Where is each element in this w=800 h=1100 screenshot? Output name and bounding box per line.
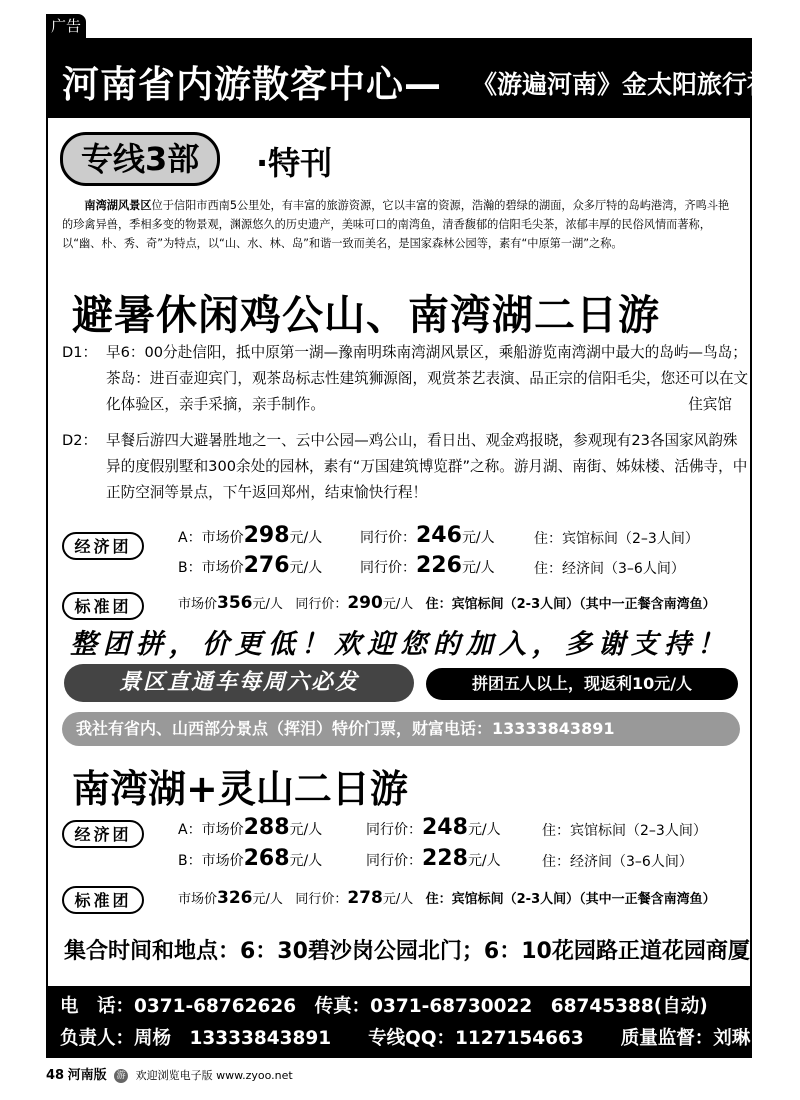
tour1-price-std bbox=[178, 593, 716, 613]
unit: 元/人 bbox=[467, 822, 501, 838]
tour1-room-a bbox=[534, 528, 699, 548]
tour2-price-a bbox=[178, 815, 322, 840]
standard-badge: 标准团 bbox=[62, 592, 144, 620]
market-label: 市场价 bbox=[201, 530, 244, 546]
peer-price: 228 bbox=[422, 846, 468, 871]
peer-label: 同行价： bbox=[360, 560, 416, 576]
tour1-title: 避暑休闲鸡公山、南湾湖二日游 bbox=[72, 291, 660, 339]
price-a-label: A： bbox=[178, 822, 202, 838]
unit: 元/人 bbox=[461, 530, 495, 546]
peer-label: 同行价： bbox=[295, 597, 348, 612]
peer-label: 同行价： bbox=[366, 822, 422, 838]
footer-website: 欢迎浏览电子版 www.zyoo.net bbox=[135, 1069, 293, 1082]
unit: 元/人 bbox=[289, 822, 323, 838]
unit: 元/人 bbox=[252, 892, 283, 907]
special-edition-label: ·特刊 bbox=[256, 144, 333, 182]
market-price: 298 bbox=[243, 523, 290, 548]
content-frame bbox=[46, 118, 752, 1058]
tour2-price-std bbox=[178, 888, 716, 908]
market-label: 市场价 bbox=[201, 822, 244, 838]
peer-price: 246 bbox=[416, 523, 462, 548]
unit: 元/人 bbox=[289, 853, 323, 869]
header-main-title: 河南省内游散客中心— bbox=[62, 63, 442, 106]
price-b-label: B： bbox=[178, 853, 202, 869]
contact-person-line: 负责人：周杨 13333843891 专线QQ：1127154663 质量监督：刘琳 bbox=[60, 1028, 751, 1049]
market-price: 276 bbox=[243, 553, 290, 578]
tour1-room-b bbox=[534, 558, 685, 578]
contact-bar bbox=[46, 986, 752, 1058]
unit: 元/人 bbox=[382, 892, 414, 907]
edition-label: 河南版 bbox=[67, 1068, 107, 1083]
rebate-banner: 拼团五人以上，现返利10元/人 bbox=[426, 668, 738, 700]
market-price: 288 bbox=[243, 815, 290, 840]
std-stay: 住：宾馆标间（2-3人间）（其中一正餐含南湾鱼） bbox=[425, 892, 716, 907]
special-line-pill: 专线3部 bbox=[60, 132, 220, 186]
tour1-peer-b bbox=[360, 553, 495, 578]
tour2-peer-b bbox=[366, 846, 501, 871]
standard-badge: 标准团 bbox=[62, 886, 144, 914]
tour1-day1 bbox=[62, 340, 752, 418]
tour2-room-b bbox=[542, 851, 693, 871]
magazine-logo-icon: 游 bbox=[114, 1069, 128, 1083]
peer-price: 290 bbox=[347, 593, 383, 613]
tour2-peer-a bbox=[366, 815, 501, 840]
stay-label: 住： bbox=[534, 531, 562, 547]
peer-price: 248 bbox=[422, 815, 468, 840]
stay-label: 住： bbox=[534, 561, 562, 577]
market-label: 市场价 bbox=[178, 892, 218, 907]
price-b-label: B： bbox=[178, 560, 202, 576]
day1-hotel: 住宾馆 bbox=[688, 396, 732, 413]
slogan: 整团拼，价更低！欢迎您的加入，多谢支持！ bbox=[70, 629, 730, 660]
peer-label: 同行价： bbox=[366, 853, 422, 869]
meeting-info: 集合时间和地点：6：30碧沙岗公园北门；6：10花园路正道花园商厦 bbox=[64, 939, 750, 964]
tour1-peer-a bbox=[360, 523, 495, 548]
ticket-banner: 我社有省内、山西部分景点（挥泪）特价门票，财富电话：13333843891 bbox=[62, 712, 740, 746]
tour1-day2 bbox=[62, 428, 752, 506]
tour2-title: 南湾湖+灵山二日游 bbox=[72, 767, 408, 811]
market-label: 市场价 bbox=[178, 597, 218, 612]
intro-bold: 南湾湖风景区 bbox=[84, 199, 152, 212]
day1-text: 早6：00分赴信阳，抵中原第一湖—豫南明珠南湾湖风景区，乘船游览南湾湖中最大的岛屿—鸟岛；茶岛：进百壶迎宾门，观茶岛标志性建筑狮源阁，观赏茶艺表演、品正宗的信阳毛尖，您还可以在文化体验区，亲手采摘，亲手制作。 bbox=[106, 344, 749, 413]
ad-tag: 广告 bbox=[46, 14, 86, 38]
peer-price: 278 bbox=[347, 888, 383, 908]
day2-label: D2： bbox=[62, 432, 98, 449]
market-label: 市场价 bbox=[201, 560, 244, 576]
unit: 元/人 bbox=[289, 560, 323, 576]
room-type: 宾馆标间（2–3人间） bbox=[570, 823, 707, 839]
page-number: 48 bbox=[46, 1068, 65, 1083]
contact-phone-line: 电 话：0371-68762626 传真：0371-68730022 68745388(自动) bbox=[60, 996, 708, 1017]
market-label: 市场价 bbox=[201, 853, 244, 869]
tour2-price-b bbox=[178, 846, 322, 871]
stay-label: 住： bbox=[542, 854, 570, 870]
market-price: 268 bbox=[243, 846, 290, 871]
unit: 元/人 bbox=[382, 597, 414, 612]
tour2-room-a bbox=[542, 820, 707, 840]
header-banner bbox=[46, 38, 773, 118]
room-type: 经济间（3–6人间） bbox=[570, 854, 693, 870]
unit: 元/人 bbox=[289, 530, 323, 546]
economy-badge: 经济团 bbox=[62, 820, 144, 848]
market-price: 326 bbox=[217, 888, 253, 908]
header-subtitle: 《游遍河南》金太阳旅行社 bbox=[472, 70, 773, 99]
std-stay: 住：宾馆标间（2-3人间）（其中一正餐含南湾鱼） bbox=[425, 597, 716, 612]
peer-price: 226 bbox=[416, 553, 462, 578]
room-type: 宾馆标间（2–3人间） bbox=[562, 531, 699, 547]
stay-label: 住： bbox=[542, 823, 570, 839]
peer-label: 同行价： bbox=[295, 892, 348, 907]
unit: 元/人 bbox=[252, 597, 283, 612]
unit: 元/人 bbox=[467, 853, 501, 869]
intro-paragraph bbox=[62, 196, 738, 253]
day2-text: 早餐后游四大避暑胜地之一、云中公园—鸡公山，看日出、观金鸡报晓，参观现有23各国家风韵殊异的度假别墅和300余处的园林，素有“万国建筑博览群”之称。游月湖、南街、姊妹楼、活佛寺，中正防空洞等景点，下午返回郑州，结束愉快行程！ bbox=[106, 432, 748, 501]
unit: 元/人 bbox=[461, 560, 495, 576]
room-type: 经济间（3–6人间） bbox=[562, 561, 685, 577]
intro-text: 位于信阳市西南5公里处，有丰富的旅游资源，它以丰富的资源，浩瀚的碧绿的湖面，众多厅特的岛屿港湾，齐鸣斗艳的珍禽异兽，季相多变的物景观，渊源悠久的历史遗产，美味可口的南湾鱼，清香馥郁的信阳毛尖茶，浓郁丰厚的民俗风情而著称，以“幽、朴、秀、奇”为特点，以“山、水、林、岛”和谐一致而美名，是国家森林公园等，素有“中原第一湖”之称。 bbox=[62, 199, 730, 250]
day1-label: D1： bbox=[62, 344, 98, 361]
tour1-price-b bbox=[178, 553, 322, 578]
tour1-price-a bbox=[178, 523, 322, 548]
market-price: 356 bbox=[217, 593, 253, 613]
page-footer bbox=[46, 1064, 293, 1083]
price-a-label: A： bbox=[178, 530, 202, 546]
peer-label: 同行价： bbox=[360, 530, 416, 546]
economy-badge: 经济团 bbox=[62, 532, 144, 560]
direct-bus-banner: 景区直通车每周六必发 bbox=[64, 664, 414, 702]
